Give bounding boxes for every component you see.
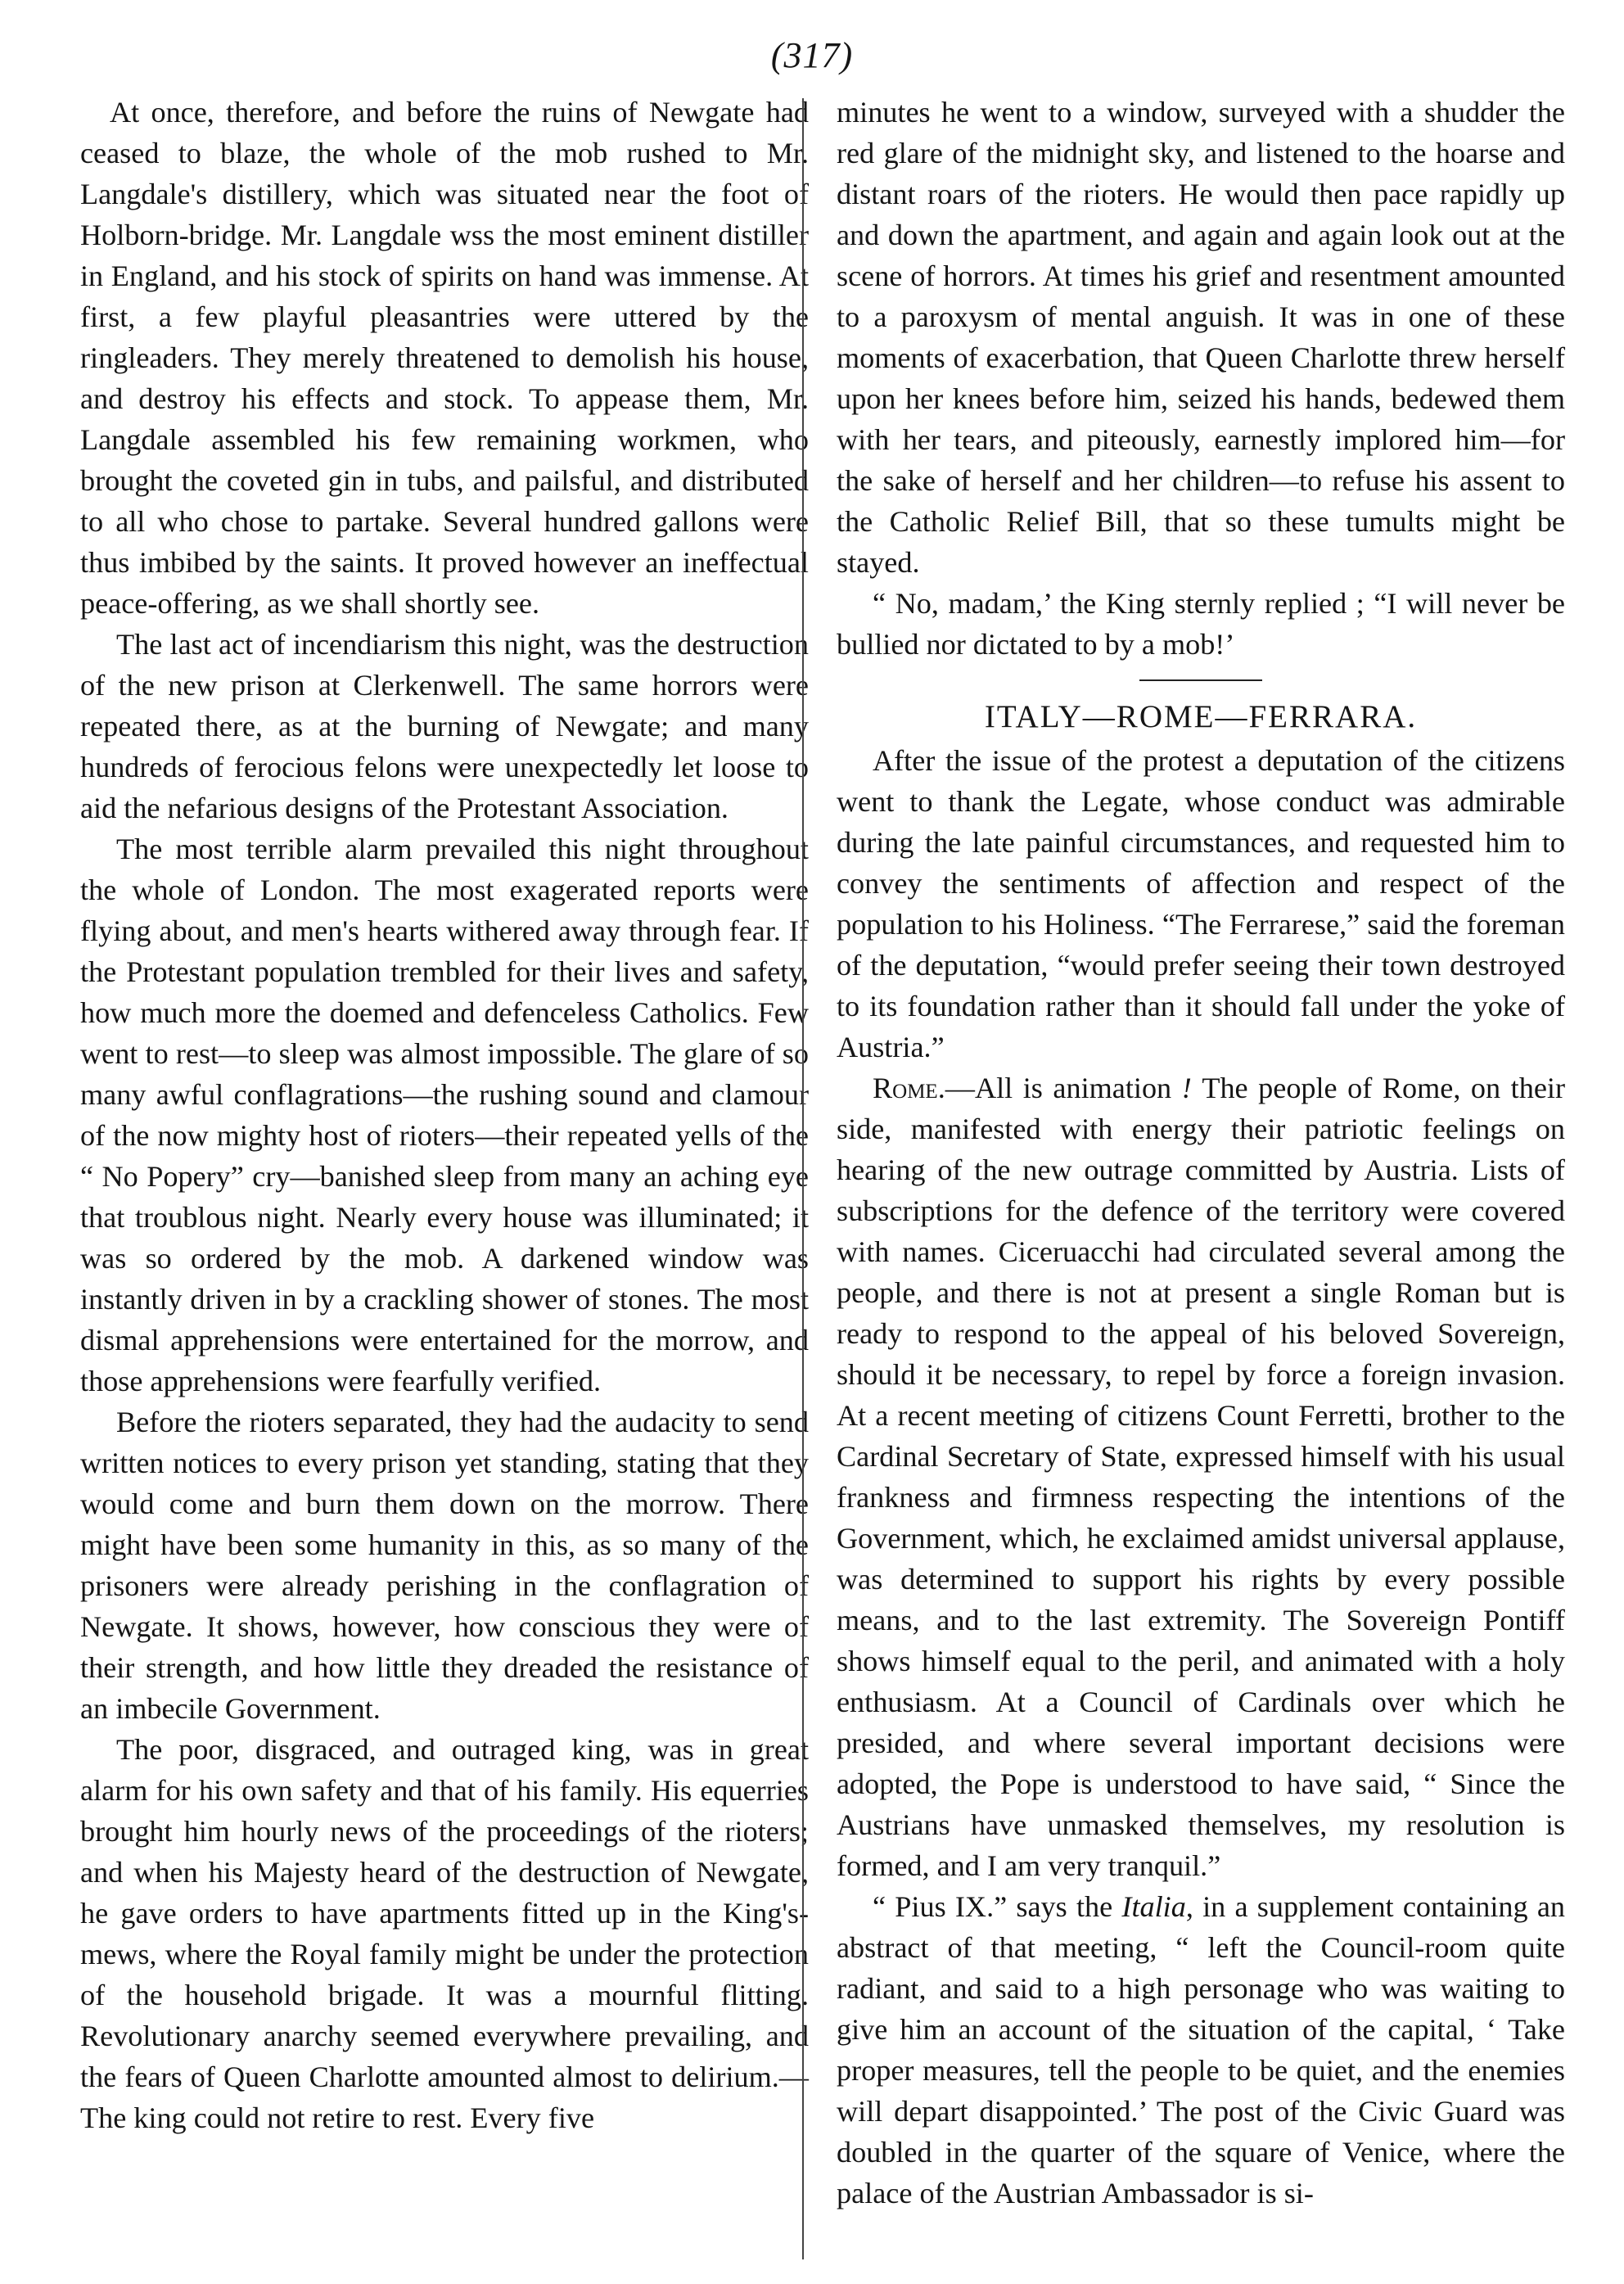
paragraph-terrible-alarm: The most terrible alarm prevailed this night throughout the whole of London. The most exagerated reports were flying about, and men's hearts withered away through fear. If the Protestant population trembled for their lives and safety, how much more the doemed and defenceless Catholics. Few went to rest—to sleep was almost impossible. The glare of so many awful conflagrations—the rushing sound and clamour of the now mighty host of rioters—their repeated yells of the “ No Popery” cry—banished sleep from many an aching eye that troublous night. Nearly every house was illuminated; it was so ordered by the mob. A darkened window was instantly driven in by a crackling shower of stones. The most dismal apprehensions were entertained for the morrow, and those apprehensions were fearfully verified. [80,833,809,1397]
pius-text-b: , in a supplement containing an abstract of that meeting, “ left the Council-room quite radiant, and said to a high personage who was waiting to give him an account of the situation of the capital, ‘ Take proper measures, tell the people to be quiet, and the enemies will depart disappointed.’ The post of the Civic Guard was doubled in the quarter of the square of Venice, where the palace of the Austrian Ambassador is si- [837,1890,1565,2210]
column-divider [802,98,804,2259]
paragraph-written-notices: Before the rioters separated, they had the audacity to send written notices to every prison yet standing, stating that they would come and burn them down on the morrow. There might have been some humanity in this, as so many of the prisoners were already perishing in the conflagration of Newgate. It shows, however, how conscious they were of their strength, and how little they dreaded the resistance of an imbecile Government. [80,1406,809,1725]
rome-lead-word: Rome. [873,1072,945,1104]
rome-exclamation: ! [1171,1072,1202,1104]
pius-text-a: “ Pius IX.” says the [873,1890,1122,1923]
left-column [80,92,809,2138]
page-number: (317) [770,35,854,75]
right-column [837,92,1565,2214]
paragraph-rome [837,1068,1565,1886]
paragraph-langdale-distillery: At once, therefore, and before the ruins of Newgate had ceased to blaze, the whole of the mob rushed to Mr. Langdale's distillery, which was situated near the foot of Holborn-bridge. Mr. Langdale wss the most eminent distiller in England, and his stock of spirits on hand was immense. At first, a few playful pleasantries were uttered by the ringleaders. They merely threatened to demolish his house, and destroy his effects and stock. To appease them, Mr. Langdale assembled his few remaining workmen, who brought the coveted gin in tubs, and pailsful, and distributed to all who chose to partake. Several hundred gallons were thus imbibed by the saints. It proved however an ineffectual peace-offering, as we shall shortly see. [80,96,809,620]
paragraph-king-window: minutes he went to a window, surveyed with a shudder the red glare of the midnight sky, and listened to the hoarse and distant roars of the rioters. He would then pace rapidly up and down the apartment, and again and again look out at the scene of horrors. At times his grief and resentment amounted to a paroxysm of mental anguish. It was in one of these moments of exacerbation, that Queen Charlotte threw herself upon her knees before him, seized his hands, bedewed them with her tears, and piteously, earnestly implored him—for the sake of herself and her children—to refuse his assent to the Catholic Relief Bill, that so these tumults might be stayed. [837,96,1565,579]
paragraph-king-reply: “ No, madam,’ the King sternly replied ; “I will never be bullied nor dictated to by a mob!’ [837,587,1565,661]
section-heading-italy: ITALY—ROME—FERRARA. [984,699,1418,734]
paragraph-clerkenwell-prison: The last act of incendiarism this night, was the destruction of the new prison at Clerkenwell. The same horrors were repeated there, as at the burning of Newgate; and many hundreds of ferocious felons were unexpectedly let loose to aid the nefarious designs of the Protestant Association. [80,628,809,824]
rome-body-text: The people of Rome, on their side, manifested with energy their patriotic feelings on hearing of the new outrage committed by Austria. Lists of subscriptions for the defence of the territory were covered with names. Ciceruacchi had circulated several among the people, and there is not at present a single Roman but is ready to respond to the appeal of his beloved Sovereign, should it be necessary, to repel by force a foreign invasion. At a recent meeting of citizens Count Ferretti, brother to the Cardinal Secretary of State, expressed himself with his usual frankness and firmness respecting the intentions of the Government, which, he exclaimed amidst universal applause, was determined to support his rights by every possible means, and to the last extremity. The Sovereign Pontiff shows himself equal to the peril, and animated with a holy enthusiasm. At a Council of Cardinals over which he presided, and where several important decisions were adopted, the Pope is understood to have said, “ Since the Austrians have unmasked themselves, my resolution is formed, and I am very tranquil.” [837,1072,1565,1882]
section-separator [1139,679,1262,681]
paragraph-outraged-king: The poor, disgraced, and outraged king, was in great alarm for his own safety and that of his family. His equerries brought him hourly news of the proceedings of the rioters; and when his Majesty heard of the destruction of Newgate, he gave orders to have apartments fitted up in the King's-mews, where the Royal family might be under the protection of the household brigade. It was a mournful flitting. Revolutionary anarchy seemed everywhere prevailing, and the fears of Queen Charlotte amounted almost to delirium.—The king could not retire to rest. Every five [80,1733,809,2134]
italia-title: Italia [1121,1890,1186,1923]
paragraph-pius-ix [837,1886,1565,2214]
paragraph-ferrara-deputation: After the issue of the protest a deputation of the citizens went to thank the Legate, whose conduct was admirable during the late painful circumstances, and requested him to convey the sentiments of affection and respect of the population to his Holiness. “The Ferrarese,” said the foreman of the deputation, “would prefer seeing their town destroyed to its foundation rather than it should fall under the yoke of Austria.” [837,744,1565,1063]
rome-dash-text: —All is animation [945,1072,1172,1104]
